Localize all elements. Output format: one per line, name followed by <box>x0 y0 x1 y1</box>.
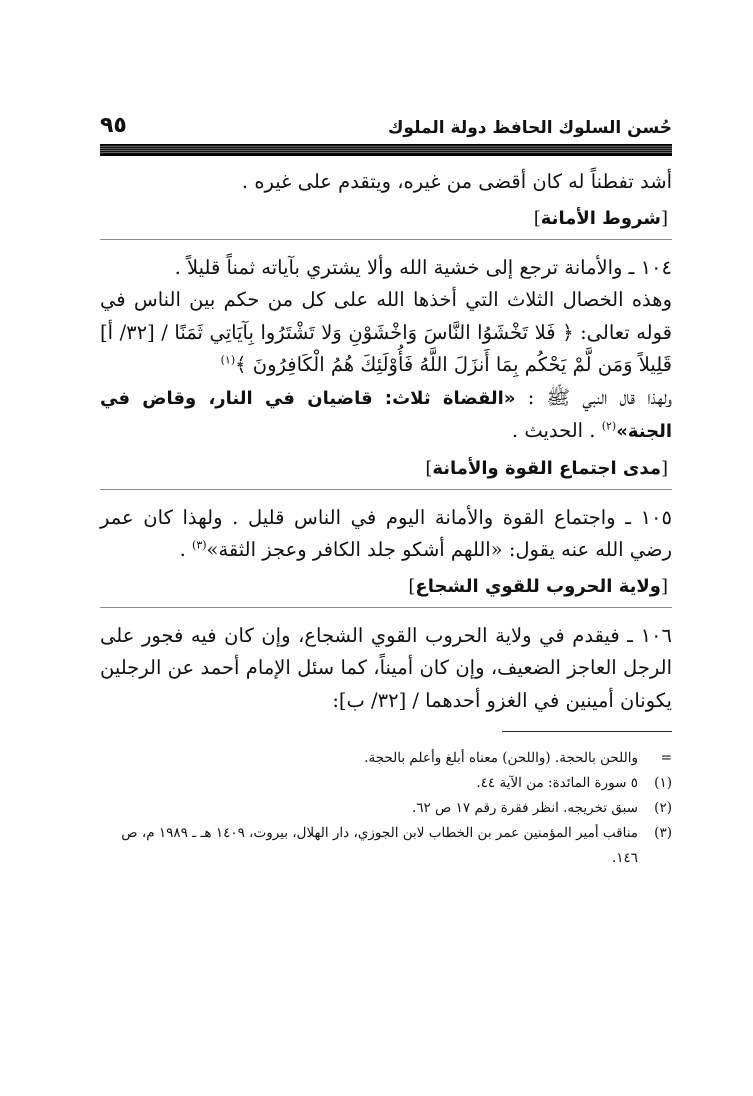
heading-rule <box>100 239 672 240</box>
paragraph-106: ١٠٦ ـ فيقدم في ولاية الحروب القوي الشجاع، وإن كان فيه فجور على الرجل العاجز الضعيف، وإن كان أميناً، كما سئل الإمام أحمد عن الرجلين يكونان أمينين في الغزو أحدهما / [٣٢/ ب]: <box>100 623 672 712</box>
footnote-3 <box>100 821 672 871</box>
section-heading-conditions-of-trust: [شروط الأمانة] <box>533 207 668 229</box>
footnote-text: واللحن بالحجة. (واللحن) معناه أبلغ وأعلم بالحجة. <box>364 750 638 766</box>
footnote-mark: = <box>660 750 672 766</box>
paragraph-quran-quote <box>100 284 672 382</box>
paragraph-105 <box>100 502 672 567</box>
page-number: ٩٥ <box>100 113 127 138</box>
hadith-suffix: . الحديث . <box>511 419 596 442</box>
section-heading-text: مدى اجتماع القوة والأمانة <box>432 457 661 479</box>
section-heading-text: ولاية الحروب للقوي الشجاع <box>415 575 661 597</box>
hadith-intro: ولهذا قال النبي ﷺ : <box>527 385 673 409</box>
footnote-ref-1: (١) <box>220 353 236 367</box>
footnote-mark: (٣) <box>654 825 672 841</box>
footnote-continued <box>100 746 672 771</box>
footnote-text: سبق تخريجه. انظر فقرة رقم ١٧ ص ٦٢. <box>411 800 638 816</box>
running-title: حُسن السلوك الحافظ دولة الملوك <box>387 118 672 138</box>
section-heading-strength-and-trust: [مدى اجتماع القوة والأمانة] <box>425 457 668 479</box>
paragraph-105-text: ١٠٥ ـ واجتماع القوة والأمانة اليوم في الناس قليل . ولهذا كان عمر رضي الله عنه يقول: «اللهم أشكو جلد الكافر وعجز الثقة» <box>100 505 672 561</box>
footnote-2 <box>100 796 672 821</box>
footnote-separator <box>502 731 672 732</box>
footnotes <box>100 746 672 871</box>
heading-rule <box>100 489 672 490</box>
footnote-text: ٥ سورة المائدة: من الآية ٤٤. <box>476 775 638 791</box>
footnote-text: مناقب أمير المؤمنين عمر بن الخطاب لابن الجوزي، دار الهلال، بيروت، ١٤٠٩ هـ ـ ١٩٨٩ م، ص ١٤٦. <box>121 825 638 866</box>
paragraph-105-end: . <box>179 538 193 561</box>
header-rule <box>100 144 672 156</box>
paragraph-104: ١٠٤ ـ والأمانة ترجع إلى خشية الله وألا يشتري بآياته ثمناً قليلاً . <box>174 255 672 279</box>
footnote-1 <box>100 771 672 796</box>
section-heading-war-leadership: [ولاية الحروب للقوي الشجاع] <box>408 575 668 597</box>
paragraph-continuation: أشد تفطناً له كان أقضى من غيره، ويتقدم على غيره . <box>241 170 672 193</box>
footnote-mark: (١) <box>654 775 672 791</box>
footnote-ref-3: (٣) <box>192 538 207 552</box>
section-heading-text: شروط الأمانة <box>540 207 661 229</box>
quran-quote-text: وهذه الخصال الثلاث التي أخذها الله على كل من حكم بين الناس في قوله تعالى: ﴿ فَلا تَخْشَوُا النَّاسَ وَاخْشَوْنِ وَلا تَشْتَرُوا بِآيَاتِي ثَمَنًا / [٣٢/ أ] قَلِيلاً وَمَن لَّمْ يَحْكُم بِمَا أَنزَلَ اللَّهُ فَأُوْلَئِكَ هُمُ الْكَافِرُونَ ﴾ <box>100 288 672 376</box>
main-text <box>100 166 672 717</box>
heading-rule <box>100 607 672 608</box>
hadith-quote: «القضاة ثلاث: قاضيان في النار، وقاض في الجنة» <box>100 387 672 442</box>
footnote-mark: (٢) <box>654 800 672 816</box>
footnote-ref-2: (٢) <box>601 419 617 433</box>
paragraph-hadith <box>100 382 672 449</box>
book-page <box>100 108 672 871</box>
running-header <box>100 108 672 138</box>
